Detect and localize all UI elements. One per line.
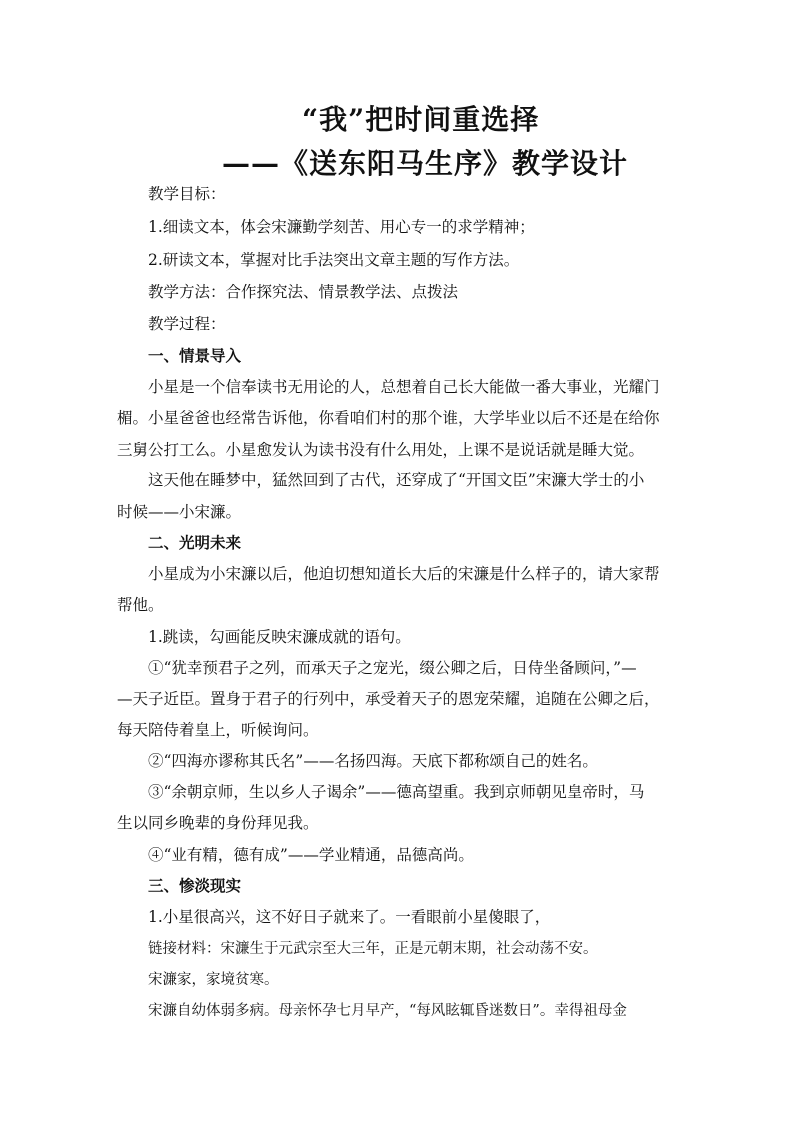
text-line: 教学方法：合作探究法、情景教学法、点拨法 [148,283,459,301]
document-subtitle: ——《送东阳马生序》教学设计 [222,147,629,180]
section-heading: 三、惨淡现实 [148,877,242,895]
text-line: 楣。小星爸爸也经常告诉他，你看咱们村的那个谁，大学毕业以后不还是在给你 [117,409,660,427]
text-line: —天子近臣。置身于君子的行列中，承受着天子的恩宠荣耀，追随在公卿之后， [117,690,660,708]
text-line: ①“犹幸预君子之列，而承天子之宠光，缀公卿之后，日侍坐备顾问，”— [148,659,637,677]
text-line: 小星成为小宋濂以后，他迫切想知道长大后的宋濂是什么样子的，请大家帮 [148,565,660,583]
material-line: 宋濂自幼体弱多病。母亲怀孕七月早产，“每风眩辄昏迷数日”。幸得祖母金 [148,1003,627,1019]
section-heading: 一、情景导入 [148,347,242,365]
text-line: 教学过程： [148,315,226,333]
material-line: 链接材料：宋濂生于元武宗至大三年，正是元朝末期，社会动荡不安。 [148,941,598,957]
text-line: 每天陪侍着皇上，听候询问。 [117,721,319,739]
text-line: 三舅公打工么。小星愈发认为读书没有什么用处，上课不是说话就是睡大觉。 [117,441,645,459]
text-line: ③“余朝京师，生以乡人子谒余”——德高望重。我到京师朝见皇帝时，马 [148,783,645,801]
text-line: 时候——小宋濂。 [117,503,242,521]
text-line: 2.研读文本，掌握对比手法突出文章主题的写作方法。 [148,251,520,269]
text-line: 小星是一个信奉读书无用论的人，总想着自己长大能做一番大事业，光耀门 [148,378,660,396]
text-line: 帮他。 [117,596,164,614]
text-line: 教学目标： [148,185,226,203]
text-line: 1.跳读，勾画能反映宋濂成就的语句。 [148,628,411,646]
text-line: 1.细读文本，体会宋濂勤学刻苦、用心专一的求学精神； [148,218,535,236]
section-heading: 二、光明未来 [148,534,242,552]
text-line: ②“四海亦谬称其氏名”——名扬四海。天底下都称颂自己的姓名。 [148,752,598,770]
text-line: ④“业有精，德有成”——学业精通，品德高尚。 [148,846,474,864]
text-line: 生以同乡晚辈的身份拜见我。 [117,814,319,832]
document-title: “我”把时间重选择 [302,103,540,136]
text-line: 这天他在睡梦中，猛然回到了古代，还穿成了“开国文臣”宋濂大学士的小 [148,471,645,489]
material-line: 宋濂家，家境贫寒。 [148,972,279,988]
text-line: 1.小星很高兴，这不好日子就来了。一看眼前小星傻眼了， [148,908,551,926]
